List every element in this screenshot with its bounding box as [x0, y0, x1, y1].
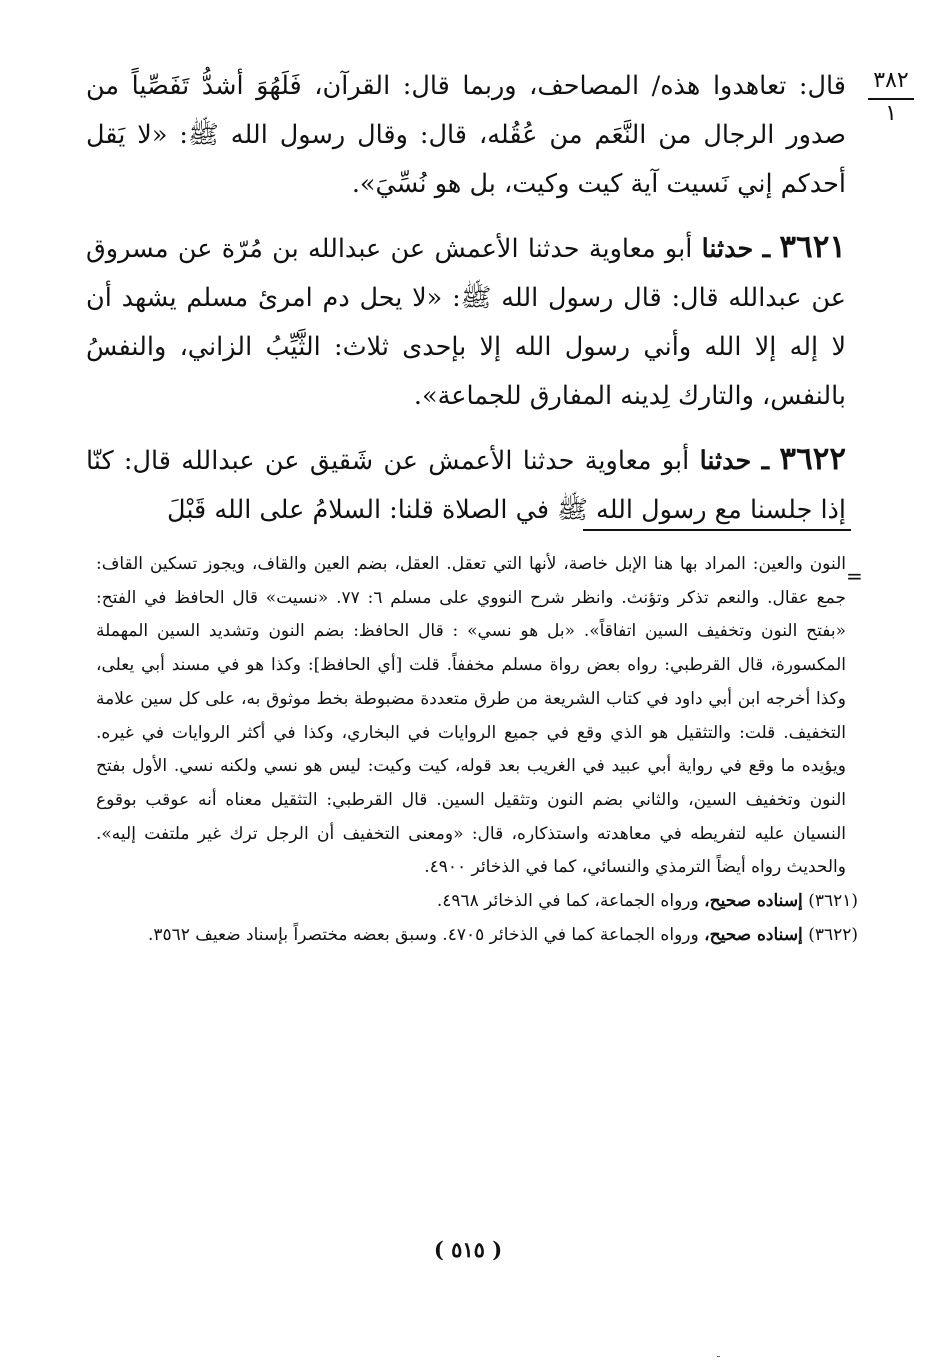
hadith-narration-keyword: حدثنا	[701, 234, 754, 264]
footnote-3622	[96, 919, 858, 953]
hadith-dash: ـ	[762, 234, 771, 264]
margin-reference	[868, 64, 914, 128]
footnote-grading: إسناده صحيح،	[704, 891, 803, 912]
footnote-continuation: النون والعين: المراد بها هنا الإبل خاصة، لأنها التي تعقل. العقل، بضم العين والقاف، ويجوز تسكين القاف: جمع عقال. والنعم تذكر وتؤنث. وانظر شرح النووي على مسلم ٦: ٧٧. «نسيت» قال الحافظ في الفتح: «بفتح النون وتخفيف السين اتفاقاً». «بل هو نسي» : قال الحافظ: بضم النون وتشديد السين المهملة المكسورة، قال القرطبي: رواه بعض رواة مسلم مخففاً. قلت [أي الحافظ]: وكذا هو في مسند أبي يعلى، وكذا أخرجه ابن أبي داود في كتاب الشريعة من طرق متعددة مضبوطة بخط موثوق به، على كل سين علامة التخفيف. قلت: والتثقيل هو الذي وقع في جميع الروايات في البخاري، وكذا في أكثر الروايات في غيره. ويؤيده ما وقع في رواية أبي عبيد في الغريب بعد قوله، كيت وكيت: ليس هو نسي ولكنه نسي. الأول بفتح النون وتخفيف السين، والثاني بضم النون وتثقيل السين. قال القرطبي: التثقيل معناه أنه عوقب بوقوع النسيان عليه لتفريطه في معاهدته واستذكاره، قال: «ومعنى التخفيف أن الرجل ترك غير ملتفت إليه». والحديث رواه أيضاً الترمذي والنسائي، كما في الذخائر ٤٩٠٠.	[96, 554, 846, 878]
footnote-3621	[96, 885, 858, 919]
hadith-number: ٣٦٢٢	[779, 441, 847, 477]
hadith-narration-keyword: حدثنا	[699, 446, 752, 476]
footnote-continuation-mark: =	[846, 564, 863, 588]
footnotes	[96, 548, 858, 952]
footnote-separator	[583, 529, 851, 531]
continued-hadith-paragraph: قال: تعاهدوا هذه/ المصاحف، وربما قال: القرآن، فَلَهُوَ أشدُّ تَفَصِّياً من صدور الرجال من النَّعَم من عُقُله، قال: وقال رسول الله ﷺ: «لا يَقل أحدكم إني نَسيت آية كيت وكيت، بل هو نُسِّيَ».	[86, 71, 846, 199]
footnote-reference: (٣٦٢١)	[808, 891, 858, 912]
footnote-grading: إسناده صحيح،	[704, 924, 803, 945]
footnote-text: ورواه الجماعة كما في الذخائر ٤٧٠٥. وسبق بعضه مختصراً بإسناد ضعيف ٣٥٦٢.	[147, 924, 699, 945]
scan-speck	[717, 1356, 720, 1357]
hadith-text: أبو معاوية حدثنا الأعمش عن شَقيق عن عبدالله قال: كنّا إذا جلسنا مع رسول الله ﷺ في الصلاة قلنا: السلامُ على الله قَبْلَ	[86, 446, 846, 525]
page-number: ( ٥١٥ )	[433, 1237, 503, 1262]
footnote-text: ورواه الجماعة، كما في الذخائر ٤٩٦٨.	[436, 891, 699, 912]
hadith-text: أبو معاوية حدثنا الأعمش عن عبدالله بن مُرّة عن مسروق عن عبدالله قال: قال رسول الله ﷺ: «لا يحل دم امرئ مسلم يشهد أن لا إله إلا الله وأني رسول الله إلا بإحدى ثلاث: الثَّيِّبُ الزاني، والنفسُ بالنفس، والتارك لِدينه المفارق للجماعة».	[86, 234, 846, 411]
hadith-dash: ـ	[761, 446, 770, 476]
main-text	[86, 62, 846, 535]
hadith-number: ٣٦٢١	[779, 229, 846, 265]
hadith-3622	[86, 435, 846, 535]
hadith-3621	[86, 223, 846, 421]
margin-volume-number: ٣٨٢	[868, 64, 914, 100]
margin-part-number: ١	[885, 101, 897, 126]
footnote-reference: (٣٦٢٢)	[808, 924, 858, 945]
